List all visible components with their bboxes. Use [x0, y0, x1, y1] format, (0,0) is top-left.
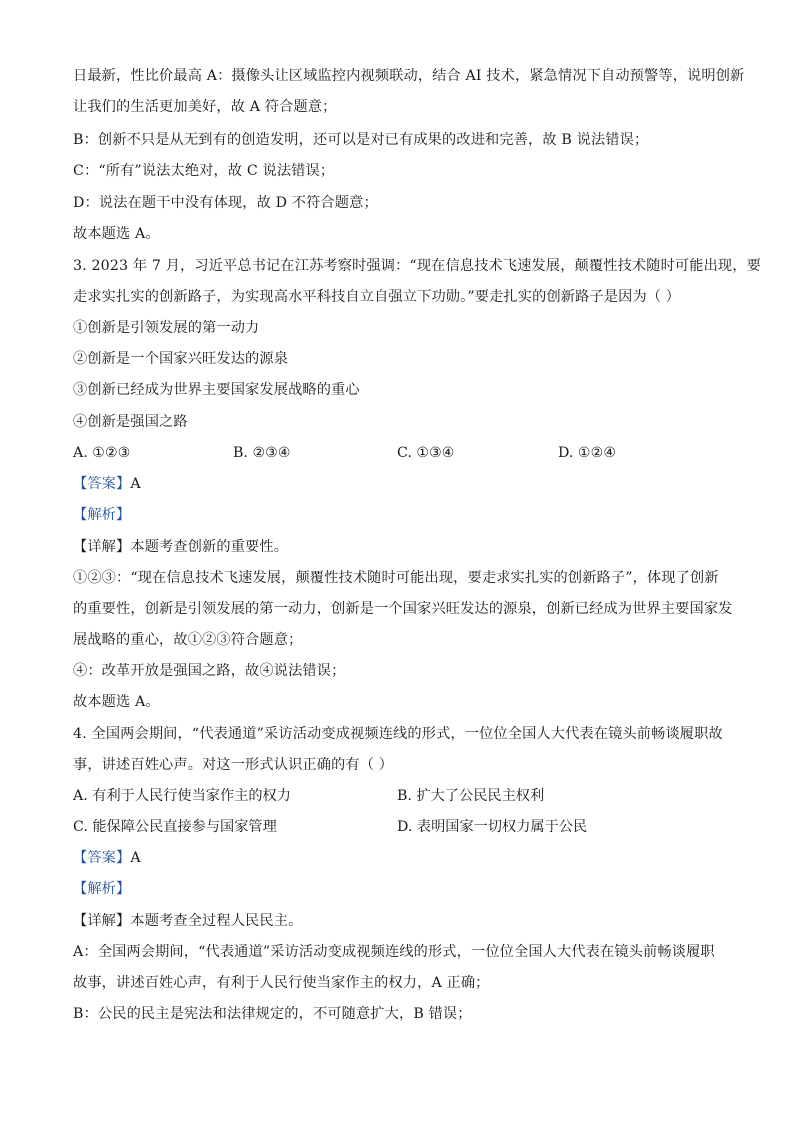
statement-2: ②创新是一个国家兴旺发达的源泉 — [73, 351, 289, 367]
text-line: 故本题选 A。 — [73, 694, 160, 710]
detail-tag: 【详解】 — [73, 913, 131, 929]
text-line: 展战略的重心，故①②③符合题意； — [73, 632, 303, 648]
q4-analysis-tag: 【解析】 — [73, 881, 131, 897]
question-4-stem: 4. 全国两会期间，“代表通道”采访活动变成视频连线的形式，一位位全国人大代表在镜头前畅谈履职故 — [73, 726, 723, 742]
q4-option-d: D. 表明国家一切权力属于公民 — [397, 819, 588, 835]
detail-text: 本题考查全过程人民民主。 — [130, 913, 303, 929]
statement-1: ①创新是引领发展的第一动力 — [73, 320, 260, 336]
answer-value: A — [130, 850, 141, 866]
answer-tag: 【答案】 — [73, 476, 131, 492]
q4-option-a: A. 有利于人民行使当家作主的权力 — [73, 788, 291, 804]
q3-option-c: C. ①③④ — [397, 445, 455, 461]
text-line: 日最新，性比价最高 A：摄像头让区域监控内视频联动，结合 AI 技术，紧急情况下自动预警等，说明创新 — [73, 68, 745, 84]
text-line: B：创新不只是从无到有的创造发明，还可以是对已有成果的改进和完善，故 B 说法错误； — [73, 132, 649, 148]
answer-value: A — [130, 476, 141, 492]
question-3-stem: 走求实扎实的创新路子，为实现高水平科技自立自强立下功勋。”要走扎实的创新路子是因为（ ） — [73, 289, 681, 305]
q4-option-c: C. 能保障公民直接参与国家管理 — [73, 819, 277, 835]
text-line: 让我们的生活更加美好，故 A 符合题意； — [73, 99, 337, 115]
text-line: ④：改革开放是强国之路，故④说法错误； — [73, 663, 346, 679]
statement-3: ③创新已经成为世界主要国家发展战略的重心 — [73, 382, 360, 398]
q3-detail — [73, 537, 733, 557]
statement-4: ④创新是强国之路 — [73, 414, 188, 430]
text-line: ①②③：“现在信息技术飞速发展，颠覆性技术随时可能出现，要走求实扎实的创新路子”，体现了创新 — [73, 570, 719, 586]
text-line: 故事，讲述百姓心声，有利于人民行使当家作主的权力，A 正确； — [73, 975, 490, 991]
text-line: 故本题选 A。 — [73, 226, 160, 242]
text-line: D：说法在题干中没有体现，故 D 不符合题意； — [73, 195, 378, 211]
q3-option-b: B. ②③④ — [233, 445, 291, 461]
detail-tag: 【详解】 — [73, 539, 131, 555]
q3-option-a: A. ①②③ — [73, 445, 131, 461]
q4-option-b: B. 扩大了公民民主权利 — [397, 788, 545, 804]
text-line: B：公民的民主是宪法和法律规定的，不可随意扩大，B 错误； — [73, 1006, 472, 1022]
q3-option-d: D. ①②④ — [558, 445, 617, 461]
text-line: C：“所有”说法太绝对，故 C 说法错误； — [73, 163, 335, 179]
q4-answer — [73, 848, 733, 868]
text-line: A：全国两会期间，“代表通道”采访活动变成视频连线的形式，一位位全国人大代表在镜头前畅谈履职 — [73, 944, 715, 960]
q4-detail — [73, 911, 733, 931]
answer-tag: 【答案】 — [73, 850, 131, 866]
text-line: 的重要性，创新是引领发展的第一动力，创新是一个国家兴旺发达的源泉，创新已经成为世界主要国家发 — [73, 601, 733, 617]
detail-text: 本题考查创新的重要性。 — [130, 539, 289, 555]
q3-answer — [73, 474, 733, 494]
q3-analysis-tag: 【解析】 — [73, 507, 131, 523]
question-4-stem: 事，讲述百姓心声。对这一形式认识正确的有（ ） — [73, 757, 394, 773]
question-3-stem: 3. 2023 年 7 月，习近平总书记在江苏考察时强调：“现在信息技术飞速发展，颠覆性技术随时可能出现，要 — [73, 258, 761, 274]
